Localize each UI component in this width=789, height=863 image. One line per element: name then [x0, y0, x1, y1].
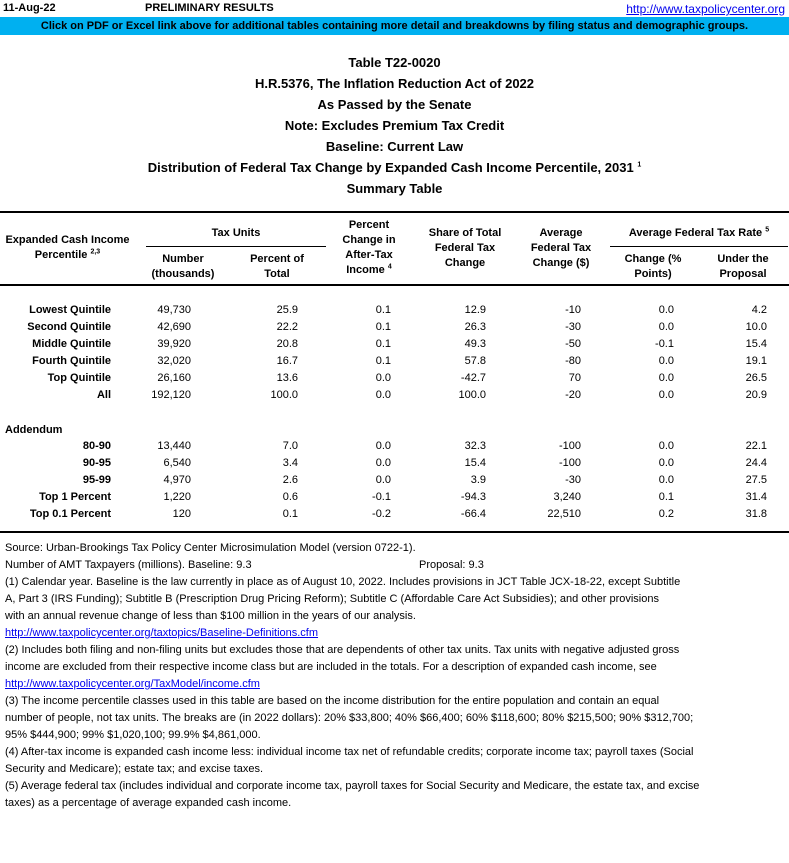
bill-title: H.R.5376, The Inflation Reduction Act of 2022: [254, 76, 535, 91]
col-number-header: Number (thousands): [151, 253, 215, 280]
col-rate-change-header: Change (% Points): [624, 253, 682, 280]
footnote-4a: (4) After-tax income is expanded cash income less: individual income tax net of refundable credits; corporate income tax; payroll taxes (Social: [5, 746, 694, 758]
cell-pct: 25.9: [276, 304, 298, 316]
cell-share: -42.7: [460, 372, 486, 384]
cell-number: 192,120: [151, 389, 191, 401]
row-label: 90-95: [82, 457, 111, 469]
cell-number: 6,540: [163, 457, 191, 469]
cell-chg: 0.1: [375, 304, 391, 316]
note-title: Note: Excludes Premium Tax Credit: [284, 118, 505, 133]
cell-pct: 7.0: [282, 440, 298, 452]
cell-rate: 10.0: [745, 321, 767, 333]
distribution-title: Distribution of Federal Tax Change by Expanded Cash Income Percentile, 2031 $^1$: [147, 160, 642, 175]
cell-pts: 0.0: [658, 457, 674, 469]
notice-banner: [0, 17, 789, 35]
table-top-rule: [0, 211, 789, 213]
baseline-definitions-link[interactable]: http://www.taxpolicycenter.org/taxtopics/Baseline-Definitions.cfm: [5, 627, 319, 639]
cell-pct: 22.2: [276, 321, 298, 333]
cell-number: 13,440: [157, 440, 191, 452]
footnote-2b: income are excluded from their respective income class but are included in the totals. For a description of expanded cash income, see: [5, 661, 657, 673]
cell-pct: 20.8: [276, 338, 298, 350]
cell-number: 1,220: [163, 491, 191, 503]
col-pct-change-header: Percent Change in After-Tax Income $^4$: [342, 219, 396, 276]
row-label: Top 0.1 Percent: [29, 508, 111, 520]
row-label: 95-99: [82, 474, 111, 486]
footnote-3a: (3) The income percentile classes used in this table are based on the income distribution for the entire population and contain an equal: [5, 695, 660, 707]
table-row: [0, 489, 789, 506]
footnote-1b: A, Part 3 (IRS Funding); Subtitle B (Prescription Drug Pricing Reform); Subtitle C (Affordable Care Act Subsidies); and other provisions: [5, 593, 659, 605]
cell-chg: 0.0: [375, 474, 391, 486]
cell-rate: 22.1: [745, 440, 767, 452]
table-bottom-rule: [0, 531, 789, 533]
col-under-header: Under the Proposal: [717, 253, 769, 280]
baseline-title: Baseline: Current Law: [325, 139, 464, 154]
summary-title: Summary Table: [346, 181, 443, 196]
footnote-4b: Security and Medicare); estate tax; and excise taxes.: [5, 763, 264, 775]
cell-pts: 0.0: [658, 321, 674, 333]
table-row: [0, 319, 789, 336]
table-row: [0, 353, 789, 370]
cell-rate: 20.9: [745, 389, 767, 401]
cell-chg: 0.0: [375, 457, 391, 469]
cell-pct: 100.0: [270, 389, 298, 401]
table-row: [0, 387, 789, 404]
table-row: [0, 302, 789, 319]
cell-rate: 31.4: [745, 491, 767, 503]
cell-chg: 0.1: [375, 355, 391, 367]
col-group-header: Expanded Cash Income Percentile $^{2,3}$: [5, 234, 130, 261]
col-avg-change-header: Average Federal Tax Change ($): [530, 227, 592, 269]
row-label: All: [96, 389, 111, 401]
table-row: [0, 438, 789, 455]
cell-pts: 0.0: [658, 474, 674, 486]
row-label: Lowest Quintile: [29, 304, 111, 316]
col-avg-rate-header: Average Federal Tax Rate $^5$: [628, 226, 770, 239]
cell-share: -66.4: [460, 508, 486, 520]
cell-chg: 0.0: [375, 372, 391, 384]
cell-avg: -20: [565, 389, 581, 401]
tpc-home-link[interactable]: http://www.taxpolicycenter.org: [626, 2, 785, 16]
cell-number: 49,730: [157, 304, 191, 316]
cell-avg: 70: [568, 372, 581, 384]
row-label: Second Quintile: [27, 321, 111, 333]
footnote-1c: with an annual revenue change of less than $100 million in the years of our analysis.: [5, 610, 416, 622]
tax-units-rule: [146, 246, 326, 247]
cell-pts: 0.0: [658, 304, 674, 316]
table-row: [0, 472, 789, 489]
addendum-label: Addendum: [5, 424, 63, 436]
cell-share: -94.3: [460, 491, 486, 503]
cell-chg: 0.1: [375, 338, 391, 350]
cell-avg: -50: [565, 338, 581, 350]
cell-number: 42,690: [157, 321, 191, 333]
col-share-header: Share of Total Federal Tax Change: [428, 227, 502, 269]
cell-rate: 4.2: [751, 304, 767, 316]
cell-number: 120: [172, 508, 191, 520]
amt-note: Number of AMT Taxpayers (millions). Baseline: 9.3 Proposal: 9.3: [5, 559, 484, 571]
table-row: [0, 370, 789, 387]
row-label: Top Quintile: [47, 372, 111, 384]
cell-pts: 0.0: [658, 355, 674, 367]
cell-pts: 0.2: [658, 508, 674, 520]
cell-share: 57.8: [464, 355, 486, 367]
footnote-5a: (5) Average federal tax (includes individual and corporate income tax, payroll taxes for Social Security and Medicare, the estate tax, and excise: [5, 780, 700, 792]
cell-rate: 15.4: [745, 338, 767, 350]
header-bottom-rule: [0, 284, 789, 286]
footnote-3c: 95% $444,900; 99% $1,020,100; 99.9% $4,861,000.: [5, 729, 261, 741]
cell-avg: 3,240: [553, 491, 581, 503]
cell-pct: 3.4: [282, 457, 298, 469]
notice-text: Click on PDF or Excel link above for additional tables containing more detail and breakdowns by filing status and demographic groups.: [40, 20, 749, 32]
table-row: [0, 336, 789, 353]
report-date: 11-Aug-22: [3, 2, 56, 14]
cell-share: 12.9: [464, 304, 486, 316]
cell-rate: 24.4: [745, 457, 767, 469]
table-row: [0, 455, 789, 472]
cell-pct: 2.6: [282, 474, 298, 486]
cell-share: 32.3: [464, 440, 486, 452]
cell-pct: 0.6: [282, 491, 298, 503]
cell-pct: 13.6: [276, 372, 298, 384]
avg-rate-rule: [610, 246, 788, 247]
cell-pts: 0.0: [658, 389, 674, 401]
source-note: Source: Urban-Brookings Tax Policy Center Microsimulation Model (version 0722-1).: [5, 542, 416, 554]
cell-rate: 27.5: [745, 474, 767, 486]
income-definition-link[interactable]: http://www.taxpolicycenter.org/TaxModel/income.cfm: [5, 678, 260, 690]
cell-chg: -0.2: [372, 508, 391, 520]
cell-number: 32,020: [157, 355, 191, 367]
cell-chg: 0.0: [375, 389, 391, 401]
bill-status: As Passed by the Senate: [317, 97, 472, 112]
cell-rate: 31.8: [745, 508, 767, 520]
cell-avg: -80: [565, 355, 581, 367]
cell-pct: 0.1: [282, 508, 298, 520]
cell-share: 26.3: [464, 321, 486, 333]
row-label: 80-90: [82, 440, 111, 452]
row-label: Fourth Quintile: [32, 355, 111, 367]
cell-pts: 0.0: [658, 372, 674, 384]
cell-share: 3.9: [470, 474, 486, 486]
cell-avg: -30: [565, 474, 581, 486]
cell-number: 26,160: [157, 372, 191, 384]
cell-share: 15.4: [464, 457, 486, 469]
footnote-1a: (1) Calendar year. Baseline is the law currently in place as of August 10, 2022. Includes provisions in JCT Table JCX-18-22, except Subtitle: [5, 576, 681, 588]
cell-chg: 0.0: [375, 440, 391, 452]
cell-avg: -10: [565, 304, 581, 316]
cell-avg: 22,510: [547, 508, 581, 520]
table-id: Table T22-0020: [348, 55, 441, 70]
cell-number: 4,970: [163, 474, 191, 486]
status-label: PRELIMINARY RESULTS: [145, 2, 274, 14]
cell-share: 49.3: [464, 338, 486, 350]
cell-rate: 19.1: [745, 355, 767, 367]
cell-rate: 26.5: [745, 372, 767, 384]
row-label: Middle Quintile: [32, 338, 111, 350]
footnote-5b: taxes) as a percentage of average expanded cash income.: [5, 797, 292, 809]
cell-pts: 0.0: [658, 440, 674, 452]
table-row: [0, 506, 789, 523]
cell-chg: 0.1: [375, 321, 391, 333]
footnote-2a: (2) Includes both filing and non-filing units but excludes those that are dependents of other tax units. Tax units with negative adjusted gross: [5, 644, 680, 656]
cell-avg: -30: [565, 321, 581, 333]
col-percent-total-header: Percent of Total: [250, 253, 304, 280]
cell-share: 100.0: [458, 389, 486, 401]
cell-pts: -0.1: [655, 338, 674, 350]
cell-avg: -100: [558, 457, 581, 469]
cell-pts: 0.1: [658, 491, 674, 503]
cell-pct: 16.7: [276, 355, 298, 367]
row-label: Top 1 Percent: [39, 491, 111, 503]
cell-avg: -100: [558, 440, 581, 452]
footnote-3b: number of people, not tax units. The breaks are (in 2022 dollars): 20% $33,800; 40% $66,400; 60% $118,600; 80% $215,500; 90% $312,700;: [5, 712, 694, 724]
col-tax-units-header: Tax Units: [211, 227, 261, 239]
cell-number: 39,920: [157, 338, 191, 350]
cell-chg: -0.1: [372, 491, 391, 503]
